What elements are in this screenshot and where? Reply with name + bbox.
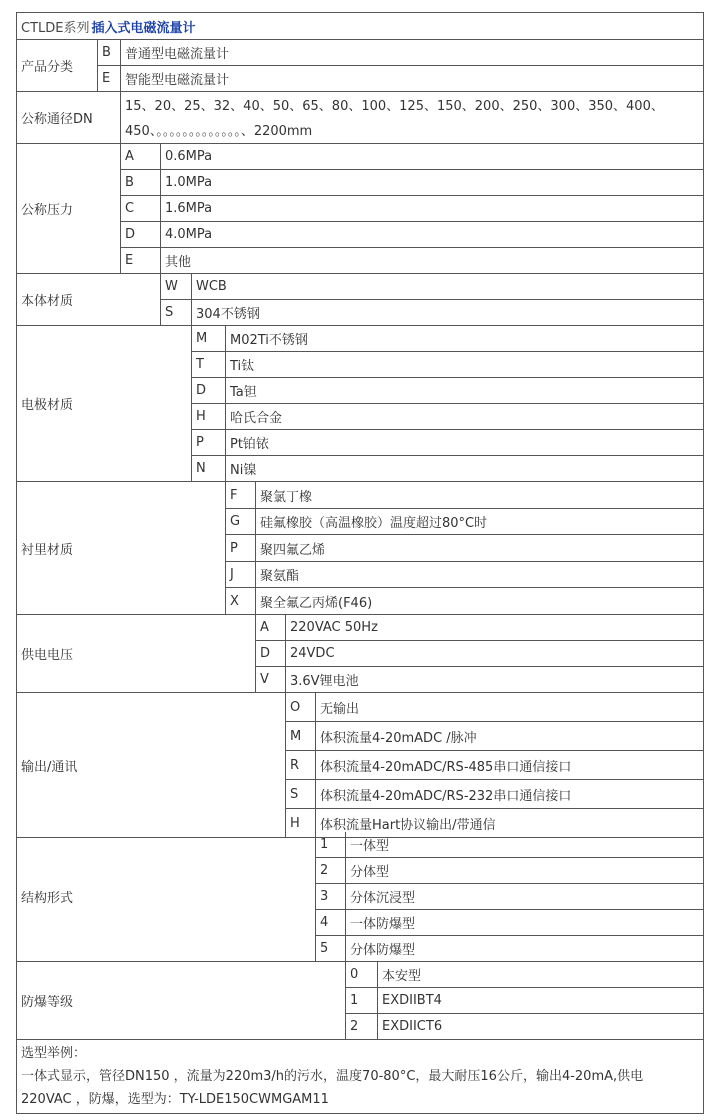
option-text: 220VAC 50Hz	[286, 615, 704, 641]
option-text: Ta钽	[226, 378, 704, 404]
dn-values-line1: 15、20、25、32、40、50、65、80、100、125、150、200、250、300、350、400、	[125, 99, 664, 114]
option-code: P	[226, 535, 256, 562]
table-title	[16, 12, 704, 40]
option-code: S	[286, 780, 316, 809]
option-code: J	[226, 562, 256, 588]
section-label-explosion: 防爆等级	[16, 962, 346, 1040]
option-code: V	[256, 667, 286, 693]
option-code: 5	[316, 936, 346, 962]
section-label-body_material: 本体材质	[16, 274, 161, 326]
section-label-power: 供电电压	[16, 615, 256, 693]
section-label-lining: 衬里材质	[16, 482, 226, 615]
option-text: 体积流量4-20mADC/RS-232串口通信接口	[316, 780, 704, 809]
option-text: 智能型电磁流量计	[121, 66, 704, 92]
option-text: 1.0MPa	[161, 170, 704, 196]
option-text: 聚全氟乙丙烯(F46)	[256, 588, 704, 615]
option-text: 3.6V锂电池	[286, 667, 704, 693]
option-text: 304不锈钢	[192, 300, 704, 326]
option-code: D	[256, 641, 286, 667]
option-code: M	[192, 326, 226, 352]
product-name: 插入式电磁流量计	[91, 20, 196, 36]
option-text: 哈氏合金	[226, 404, 704, 430]
option-code: 2	[316, 858, 346, 884]
option-text: 分体沉浸型	[346, 884, 704, 910]
option-code: 1	[316, 832, 346, 858]
option-text: 1.6MPa	[161, 196, 704, 222]
option-text: 体积流量4-20mADC /脉冲	[316, 722, 704, 751]
option-text: 分体防爆型	[346, 936, 704, 962]
option-text: Pt铂铱	[226, 430, 704, 456]
option-text: 4.0MPa	[161, 222, 704, 248]
option-code: M	[286, 722, 316, 751]
option-text: M02Ti不锈钢	[226, 326, 704, 352]
option-text: 聚四氟乙烯	[256, 535, 704, 562]
option-text: EXDIICT6	[378, 1014, 704, 1040]
option-text: 24VDC	[286, 641, 704, 667]
option-code: A	[256, 615, 286, 641]
option-text: Ti钛	[226, 352, 704, 378]
option-code: T	[192, 352, 226, 378]
option-code: 4	[316, 910, 346, 936]
section-label-product_type: 产品分类	[16, 40, 98, 92]
example-line2: 220VAC ，防爆，选型为：TY-LDE150CWMGAM11	[21, 1092, 329, 1107]
option-code: D	[121, 222, 161, 248]
option-text: 硅氟橡胶（高温橡胶）温度超过80°C时	[256, 509, 704, 535]
option-code: N	[192, 456, 226, 482]
option-code: W	[161, 274, 192, 300]
option-code: E	[98, 66, 121, 92]
option-code: O	[286, 693, 316, 722]
section-label-structure: 结构形式	[16, 832, 316, 962]
option-code: R	[286, 751, 316, 780]
option-text: EXDIIBT4	[378, 988, 704, 1014]
option-code: H	[192, 404, 226, 430]
section-label-electrode: 电极材质	[16, 326, 192, 482]
section-label-dn: 公称通径DN	[16, 92, 121, 144]
section-label-pressure: 公称压力	[16, 144, 121, 274]
option-text: 无输出	[316, 693, 704, 722]
option-text: 聚氯丁橡	[256, 482, 704, 509]
series-label: CTLDE系列	[21, 20, 90, 36]
example-heading: 选型举例：	[21, 1046, 87, 1061]
option-code: B	[121, 170, 161, 196]
dn-values	[121, 92, 704, 144]
dn-values-line2: 450、。。。。。。。。。。。。。、2200mm	[125, 124, 313, 139]
option-text: 普通型电磁流量计	[121, 40, 704, 66]
option-text: 体积流量Hart协议输出/带通信	[316, 809, 704, 838]
option-code: 2	[346, 1014, 378, 1040]
option-code: S	[161, 300, 192, 326]
option-text: 分体型	[346, 858, 704, 884]
option-text: 0.6MPa	[161, 144, 704, 170]
option-code: 0	[346, 962, 378, 988]
example-line1: 一体式显示，管径DN150 ，流量为220m3/h的污水，温度70-80°C，最大耐压16公斤，输出4-20mA,供电	[21, 1069, 644, 1084]
option-text: 体积流量4-20mADC/RS-485串口通信接口	[316, 751, 704, 780]
selection-example	[16, 1040, 704, 1114]
option-text: 聚氨酯	[256, 562, 704, 588]
option-code: P	[192, 430, 226, 456]
option-text: 一体防爆型	[346, 910, 704, 936]
option-code: D	[192, 378, 226, 404]
option-code: C	[121, 196, 161, 222]
option-text: 一体型	[346, 832, 704, 858]
option-code: X	[226, 588, 256, 615]
option-code: 3	[316, 884, 346, 910]
option-code: F	[226, 482, 256, 509]
option-code: E	[121, 248, 161, 274]
option-text: 本安型	[378, 962, 704, 988]
option-code: G	[226, 509, 256, 535]
section-label-output: 输出/通讯	[16, 693, 286, 838]
option-code: B	[98, 40, 121, 66]
option-text: Ni镍	[226, 456, 704, 482]
option-code: H	[286, 809, 316, 838]
option-text: WCB	[192, 274, 704, 300]
option-text: 其他	[161, 248, 704, 274]
selection-table	[16, 12, 704, 1114]
option-code: A	[121, 144, 161, 170]
option-code: 1	[346, 988, 378, 1014]
